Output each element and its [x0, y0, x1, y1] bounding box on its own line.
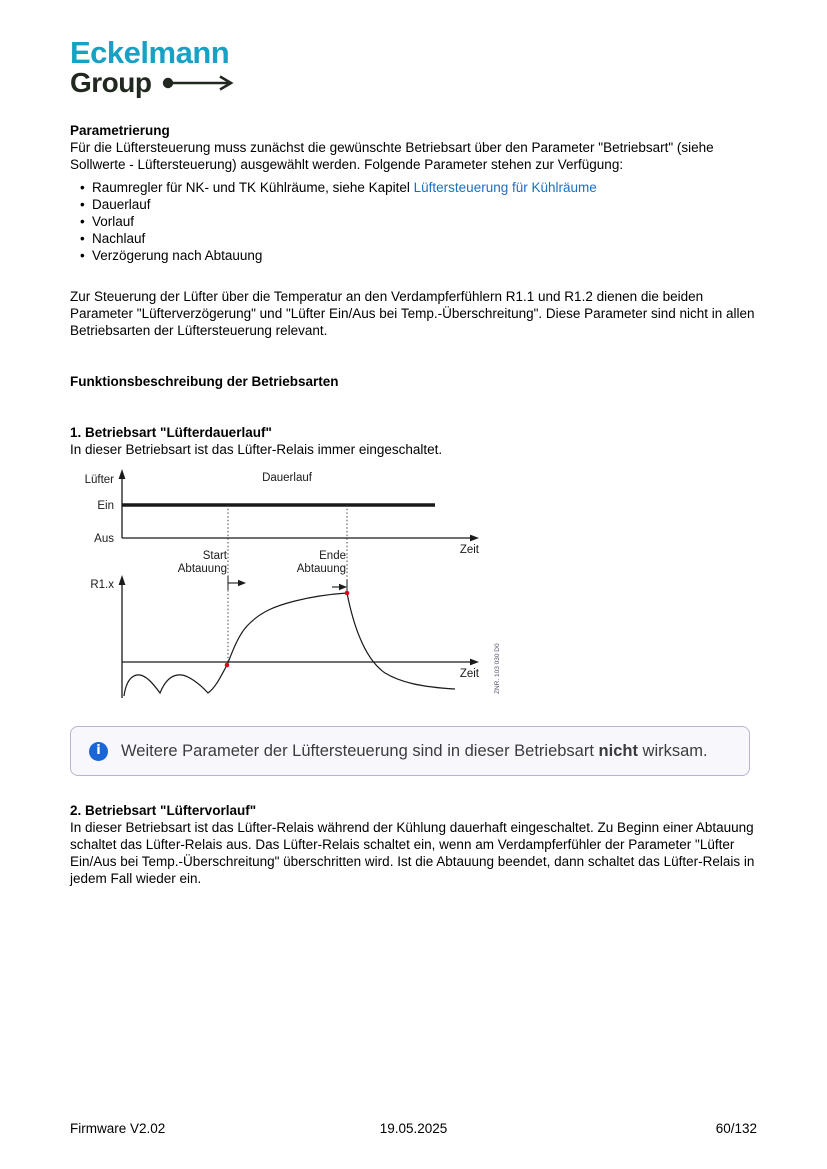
switch-on-point	[225, 663, 230, 668]
footer-page-number: 60/132	[715, 1121, 757, 1136]
sensor-y-axis-arrow-icon	[119, 575, 126, 585]
page-footer	[70, 1120, 757, 1137]
heading-parametrierung: Parametrierung	[70, 123, 170, 138]
heading-mode2: 2. Betriebsart "Lüftervorlauf"	[70, 803, 257, 818]
info-note-text: Weitere Parameter der Lüftersteuerung sind in dieser Betriebsart nicht wirksam.	[121, 742, 708, 760]
sensor-axis-label: R1.x	[90, 579, 114, 591]
heading-funktionsbeschreibung: Funktionsbeschreibung der Betriebsarten	[70, 374, 339, 389]
level-off-label: Aus	[94, 533, 114, 545]
fan-y-axis-arrow-icon	[119, 469, 126, 479]
list-item: • Vorlauf	[70, 213, 758, 230]
temperature-curve	[124, 593, 455, 696]
chapter-link[interactable]: Lüftersteuerung für Kühlräume	[413, 180, 597, 195]
paragraph-parametrierung: Für die Lüftersteuerung muss zunächst die gewünschte Betriebsart über den Parameter "Betriebsart" (siehe Sollwerte - Lüftersteuerung) ausgewählt werden. Folgende Parameter stehen zur Verfügung:	[70, 140, 714, 172]
list-item-text: Raumregler für NK- und TK Kühlräume, siehe Kapitel	[92, 180, 414, 195]
time-label-top: Zeit	[459, 544, 479, 556]
parameter-list	[70, 179, 758, 264]
list-item: • Nachlauf	[70, 230, 758, 247]
heading-mode1: 1. Betriebsart "Lüfterdauerlauf"	[70, 425, 272, 440]
start-marker-arrow-icon	[238, 580, 246, 586]
footer-date: 19.05.2025	[379, 1121, 448, 1136]
list-item	[70, 179, 758, 196]
fan-axis-label: Lüfter	[84, 474, 114, 486]
diagram-title: Dauerlauf	[262, 472, 312, 484]
start-label-line1: Start	[202, 550, 227, 562]
footer-firmware-version: Firmware V2.02	[70, 1121, 166, 1136]
end-label-line2: Abtauung	[296, 563, 346, 575]
end-label-line1: Ende	[319, 550, 346, 562]
company-logo	[70, 35, 758, 98]
logo-wordmark-eckelmann: Eckelmann	[70, 35, 230, 70]
paragraph-steuerung: Zur Steuerung der Lüfter über die Temperatur an den Verdampferfühlern R1.1 und R1.2 dienen die beiden Parameter "Lüfterverzögerung" und "Lüfter Ein/Aus bei Temp.-Überschreitung". Diese Parameter sind nicht in allen Betriebsarten der Lüftersteuerung relevant.	[70, 289, 755, 338]
info-note-bold: nicht	[598, 742, 638, 760]
time-label-bottom: Zeit	[459, 668, 479, 680]
paragraph-mode2: In dieser Betriebsart ist das Lüfter-Relais während der Kühlung dauerhaft eingeschaltet. Zu Beginn einer Abtauung schaltet das Lüfter-Relais aus. Das Lüfter-Relais schaltet ein, wenn am Verdampferfühler der Parameter "Lüfter Ein/Aus bei Temp.-Überschreitung" überschritten wird. Ist die Abtauung beendet, dann schaltet das Lüfter-Relais in jedem Fall wieder ein.	[70, 820, 755, 886]
list-item: • Verzögerung nach Abtauung	[70, 247, 758, 264]
drawing-number: ZNR. 103 030 D0	[494, 643, 501, 694]
logo-wordmark-group: Group	[70, 67, 152, 98]
level-on-label: Ein	[97, 500, 114, 512]
sensor-x-axis-arrow-icon	[470, 659, 479, 666]
switch-peak-point	[345, 591, 350, 596]
end-marker-arrow-icon	[339, 584, 347, 590]
list-item: • Dauerlauf	[70, 196, 758, 213]
fan-x-axis-arrow-icon	[470, 535, 479, 542]
info-note	[70, 726, 750, 776]
start-label-line2: Abtauung	[177, 563, 227, 575]
logo-arrow-icon	[162, 74, 236, 92]
info-icon: i	[89, 742, 108, 761]
fan-control-diagram	[70, 466, 510, 708]
paragraph-mode1: In dieser Betriebsart ist das Lüfter-Relais immer eingeschaltet.	[70, 442, 443, 457]
